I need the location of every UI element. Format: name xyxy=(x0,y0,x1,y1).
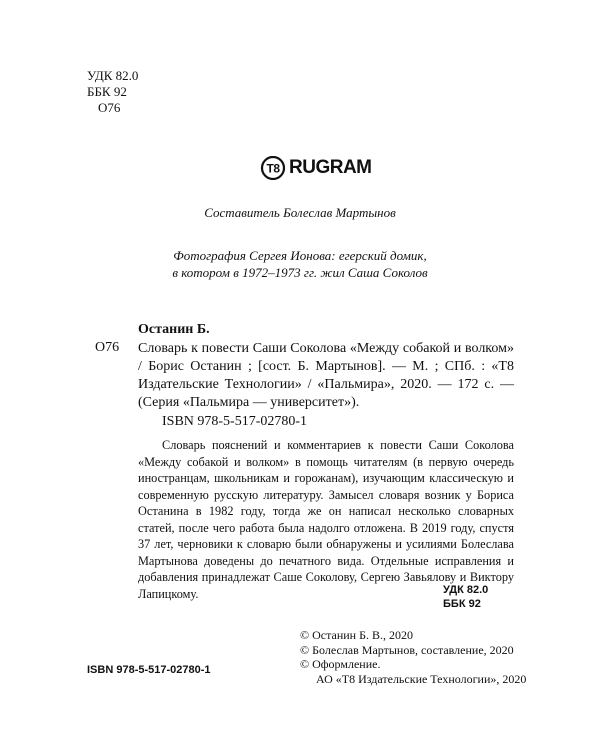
copyright-line: АО «Т8 Издательские Технологии», 2020 xyxy=(316,671,527,686)
logo-text: RUGRAM xyxy=(289,157,372,178)
author-mark: О76 xyxy=(98,100,121,115)
t8-logo-icon xyxy=(260,156,286,180)
classification-bottom xyxy=(443,583,488,611)
photo-caption-line-1: Фотография Сергея Ионова: егерский домик, xyxy=(173,248,427,263)
copyright-line: © Оформление. xyxy=(300,657,381,671)
logo-badge-text: T8 xyxy=(266,161,280,176)
bbk-code: ББК 92 xyxy=(87,84,127,99)
isbn-main: ISBN 978-5-517-02780-1 xyxy=(162,414,308,429)
copyright-line: © Болеслав Мартынов, составление, 2020 xyxy=(300,642,514,657)
bibliographic-code: О76 xyxy=(95,340,120,355)
classification-block xyxy=(87,68,138,116)
udk-code-bottom: УДК 82.0 xyxy=(443,584,489,596)
compiler-line: Составитель Болеслав Мартынов xyxy=(204,205,396,220)
photo-caption-line-2: в котором в 1972–1973 гг. жил Саша Соколов xyxy=(172,265,428,280)
isbn-bottom: ISBN 978-5-517-02780-1 xyxy=(87,664,211,676)
publisher-logo xyxy=(260,156,372,180)
copyright-line: © Останин Б. В., 2020 xyxy=(300,628,413,642)
bbk-code-bottom: ББК 92 xyxy=(443,598,481,610)
photo-caption xyxy=(0,247,600,281)
copyright-block xyxy=(300,628,526,686)
bibliographic-description: Словарь к повести Саши Соколова «Между собакой и волком» / Борис Останин ; [сост. Б. Мартынов]. — М. ; СПб. : «Т8 Издательские Технологии» / «Пальмира», 2020. — 172 с. — (Серия «Пальмира — университет»). xyxy=(138,341,514,410)
udk-code: УДК 82.0 xyxy=(87,68,139,83)
author-heading: Останин Б. xyxy=(138,322,210,337)
abstract-paragraph: Словарь пояснений и комментариев к повести Саши Соколова «Между собакой и волком» в помощь читателям (в первую очередь иностранцам, школьникам и горожанам), изучающим классическую и современную русскую литературу. Замысел словаря возник у Бориса Останина в 1982 году, тогда же он написал несколько словарных статей, после чего работа была надолго отложена. В 2019 году, спустя 37 лет, черновики к словарю были обнаружены и усилиями Болеслава Мартынова доведены до печатного вида. Отдельные исправления и добавления принадлежат Саше Соколову, Сергею Завьялову и Виктору Лапицкому. xyxy=(138,438,514,601)
